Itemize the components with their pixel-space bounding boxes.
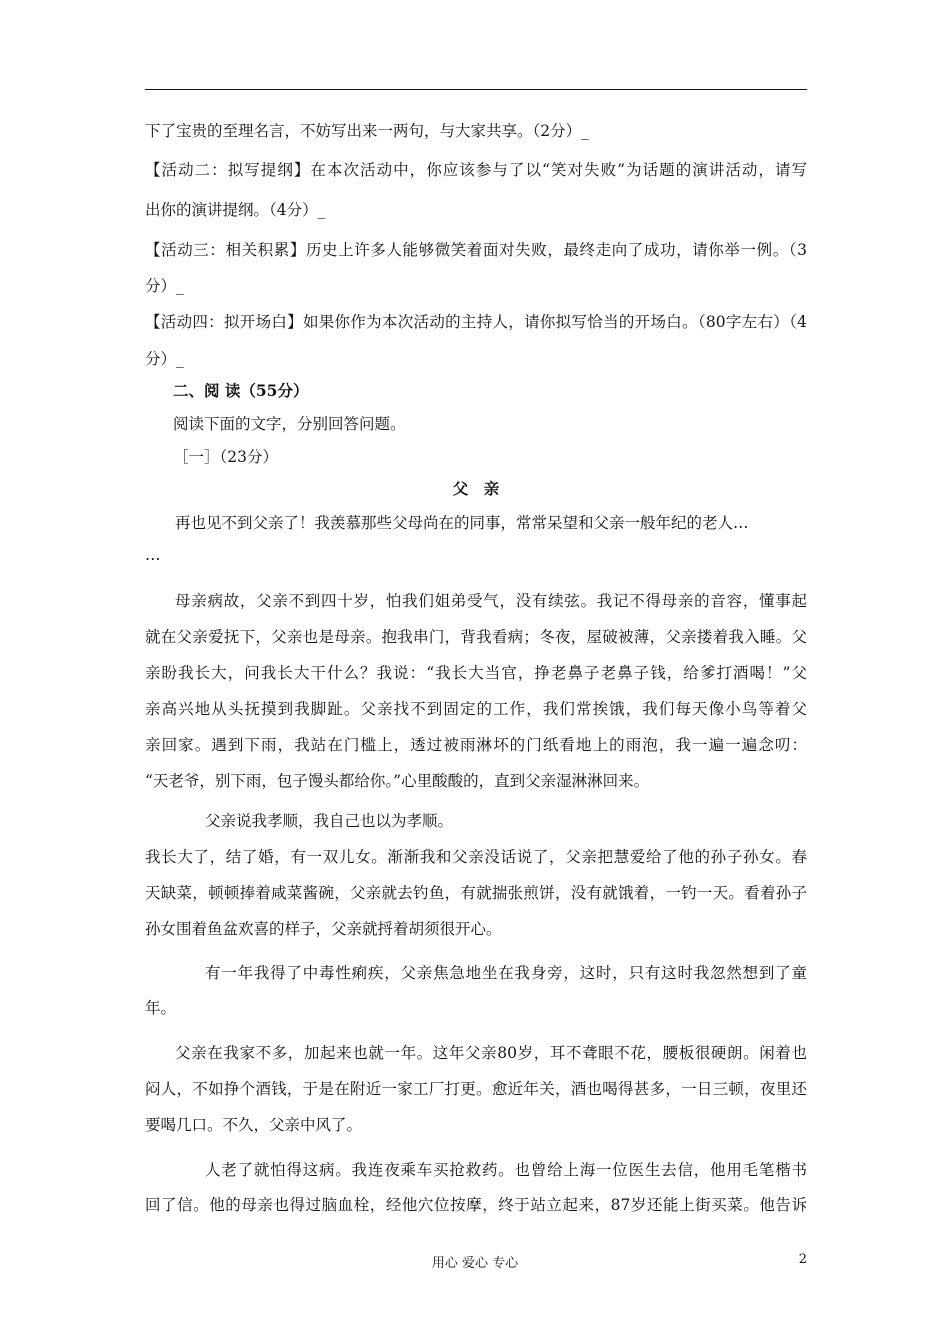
activity-two-line1: 【活动二：拟写提纲】在本次活动中，你应该参与了以“笑对失败”为话题的演讲活动，请写: [145, 161, 807, 179]
paragraph-5-line-1: 有一年我得了中毒性痢疾，父亲焦急地坐在我身旁，这时，只有这时我忽然想到了童: [205, 964, 807, 982]
page-number: 2: [798, 1252, 807, 1267]
paragraph-7-line-1: 人老了就怕得这病。我连夜乘车买抢救药。也曾给上海一位医生去信，他用毛笔楷书: [205, 1161, 807, 1179]
paragraph-2-line-3: 亲盼我长大，问我长大干什么？我说：“我长大当官，挣老鼻子老鼻子钱，给爹打酒喝！”父: [145, 664, 807, 682]
paragraph-2-line-5: 亲回家。遇到下雨，我站在门槛上，透过被雨淋坏的门纸看地上的雨泡，我一遍一遍念叨：: [145, 736, 807, 754]
activity-one-continuation: 下了宝贵的至理名言，不妨写出来一两句，与大家共享。（2分）_: [145, 122, 589, 140]
section-heading: 二、阅 读（55分）: [173, 381, 309, 400]
paragraph-2-line-6: “天老爷，别下雨，包子馒头都给你。”心里酸酸的，直到父亲湿淋淋回来。: [145, 772, 650, 790]
paragraph-4-line-2: 天缺菜，顿顿捧着咸菜酱碗，父亲就去钓鱼，有就揣张煎饼，没有就饿着，一钓一天。看着孙子: [145, 884, 807, 902]
paragraph-1-line-2: …: [145, 546, 161, 564]
activity-two-line2: 出你的演讲提纲。（4分）_: [145, 201, 326, 219]
activity-three-line1: 【活动三：相关积累】历史上许多人能够微笑着面对失败，最终走向了成功，请你举一例。（3: [145, 241, 807, 259]
activity-four-line2: 分）_: [145, 350, 184, 368]
paragraph-4-line-3: 孙女围着鱼盆欢喜的样子，父亲就捋着胡须很开心。: [145, 920, 502, 938]
paragraph-4-line-1: 我长大了，结了婚，有一双儿女。渐渐我和父亲没话说了，父亲把慧爱给了他的孙子孙女。春: [145, 848, 807, 866]
paragraph-6-line-2: 闷人，不如挣个酒钱，于是在附近一家工厂打更。愈近年关，酒也喝得甚多，一日三顿，夜里还: [145, 1080, 807, 1098]
paragraph-6-line-1: 父亲在我家不多，加起来也就一年。这年父亲80岁，耳不聋眼不花，腰板很硬朗。闲着也: [175, 1044, 807, 1062]
paragraph-2-line-2: 就在父亲爱抚下，父亲也是母亲。抱我串门，背我看病；冬夜，屋破被薄，父亲搂着我入睡。父: [145, 628, 807, 646]
essay-title: 父 亲: [452, 479, 500, 498]
section-instruction: 阅读下面的文字，分别回答问题。: [173, 415, 406, 433]
paragraph-5-line-2: 年。: [145, 999, 177, 1017]
activity-four-line1: 【活动四：拟开场白】如果你作为本次活动的主持人，请你拟写恰当的开场白。（80字左右）（4: [145, 313, 807, 331]
paragraph-7-line-2: 回了信。他的母亲也得过脑血栓，经他穴位按摩，终于站立起来，87岁还能上街买菜。他告诉: [145, 1196, 807, 1214]
activity-three-line2: 分）_: [145, 277, 184, 295]
paragraph-3-line-1: 父亲说我孝顺，我自己也以为孝顺。: [205, 812, 454, 830]
footer-slogan: 用心 爱心 专心: [431, 1256, 519, 1271]
paragraph-2-line-4: 亲高兴地从头抚摸到我脚趾。父亲找不到固定的工作，我们常挨饿，我们每天像小鸟等着父: [145, 700, 807, 718]
paragraph-1-line-1: 再也见不到父亲了！我羡慕那些父母尚在的同事，常常呆望和父亲一般年纪的老人…: [175, 514, 749, 532]
paragraph-6-line-3: 要喝几口。不久，父亲中风了。: [145, 1116, 363, 1134]
part-label: ［一］（23分）: [173, 448, 278, 466]
paragraph-2-line-1: 母亲病故，父亲不到四十岁，怕我们姐弟受气，没有续弦。我记不得母亲的音容，懂事起: [175, 592, 807, 610]
header-rule: [145, 89, 807, 90]
